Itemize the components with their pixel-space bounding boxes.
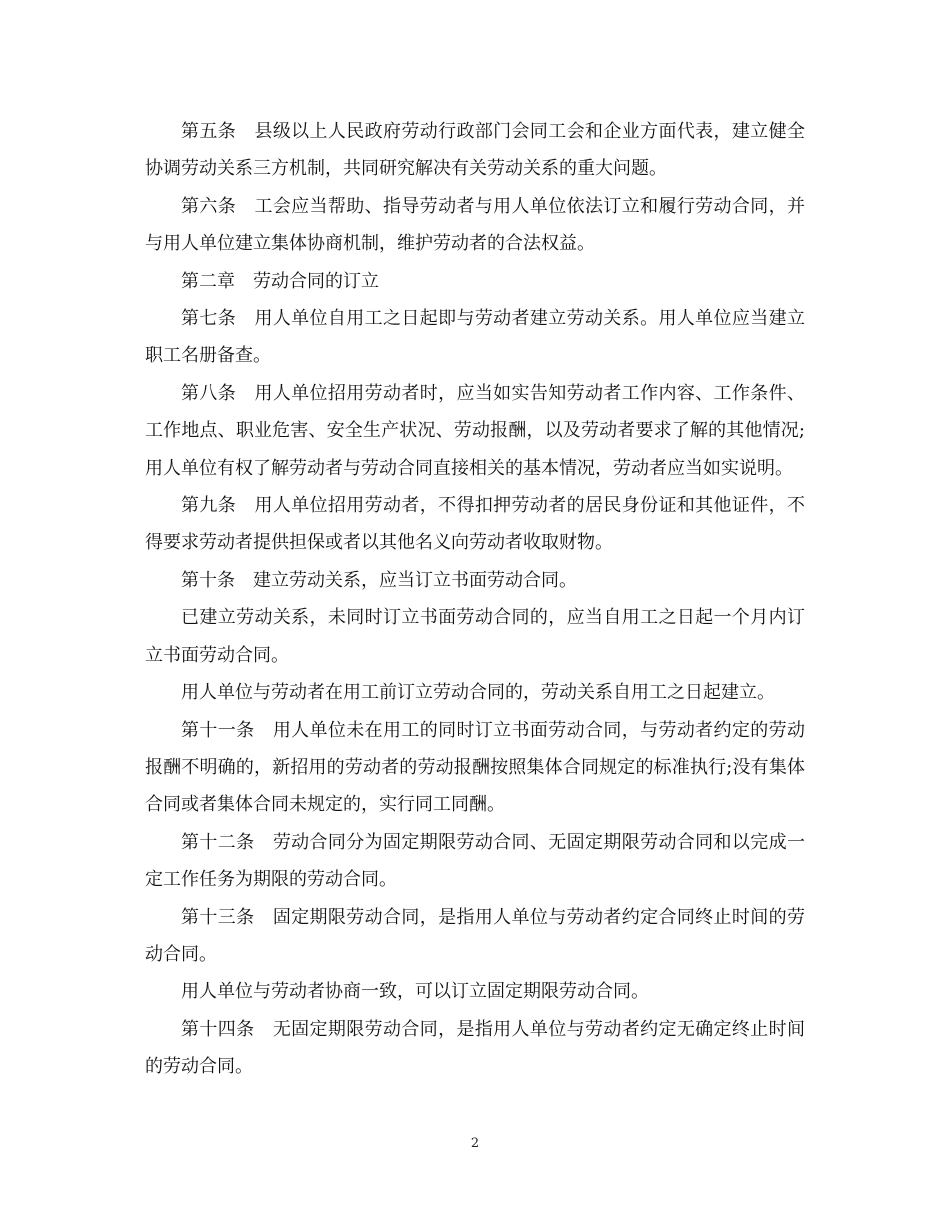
paragraph-article-13-clause-2: 用人单位与劳动者协商一致，可以订立固定期限劳动合同。 — [181, 981, 649, 1003]
page-number: 2 — [470, 1136, 480, 1151]
paragraph-article-13: 第十三条 固定期限劳动合同，是指用人单位与劳动者约定合同终止时间的劳动合同。 — [145, 906, 805, 965]
paragraph-article-10: 第十条 建立劳动关系，应当订立书面劳动合同。 — [181, 569, 577, 591]
paragraph-article-14: 第十四条 无固定期限劳动合同，是指用人单位与劳动者约定无确定终止时间的劳动合同。 — [145, 1018, 805, 1078]
paragraph-article-12: 第十二条 劳动合同分为固定期限劳动合同、无固定期限劳动合同和以完成一定工作任务为期限的劳动合同。 — [145, 831, 805, 891]
paragraph-article-10-clause-3: 用人单位与劳动者在用工前订立劳动合同的，劳动关系自用工之日起建立。 — [181, 682, 775, 704]
chapter-heading: 第二章 劳动合同的订立 — [181, 270, 379, 292]
paragraph-article-7: 第七条 用人单位自用工之日起即与劳动者建立劳动关系。用人单位应当建立职工名册备查。 — [145, 308, 805, 367]
paragraph-article-5: 第五条 县级以上人民政府劳动行政部门会同工会和企业方面代表，建立健全协调劳动关系三方机制，共同研究解决有关劳动关系的重大问题。 — [145, 121, 805, 180]
paragraph-article-11: 第十一条 用人单位未在用工的同时订立书面劳动合同，与劳动者约定的劳动报酬不明确的，新招用的劳动者的劳动报酬按照集体合同规定的标准执行;没有集体合同或者集体合同未规定的，实行同工同酬。 — [145, 719, 805, 816]
paragraph-article-10-clause-2: 已建立劳动关系，未同时订立书面劳动合同的，应当自用工之日起一个月内订立书面劳动合同。 — [145, 607, 805, 666]
paragraph-article-9: 第九条 用人单位招用劳动者，不得扣押劳动者的居民身份证和其他证件，不得要求劳动者提供担保或者以其他名义向劳动者收取财物。 — [145, 495, 805, 554]
paragraph-article-8: 第八条 用人单位招用劳动者时，应当如实告知劳动者工作内容、工作条件、工作地点、职业危害、安全生产状况、劳动报酬，以及劳动者要求了解的其他情况;用人单位有权了解劳动者与劳动合同直接相关的基本情况，劳动者应当如实说明。 — [145, 382, 805, 479]
paragraph-article-6: 第六条 工会应当帮助、指导劳动者与用人单位依法订立和履行劳动合同，并与用人单位建立集体协商机制，维护劳动者的合法权益。 — [145, 195, 805, 255]
document-body — [145, 113, 805, 1086]
